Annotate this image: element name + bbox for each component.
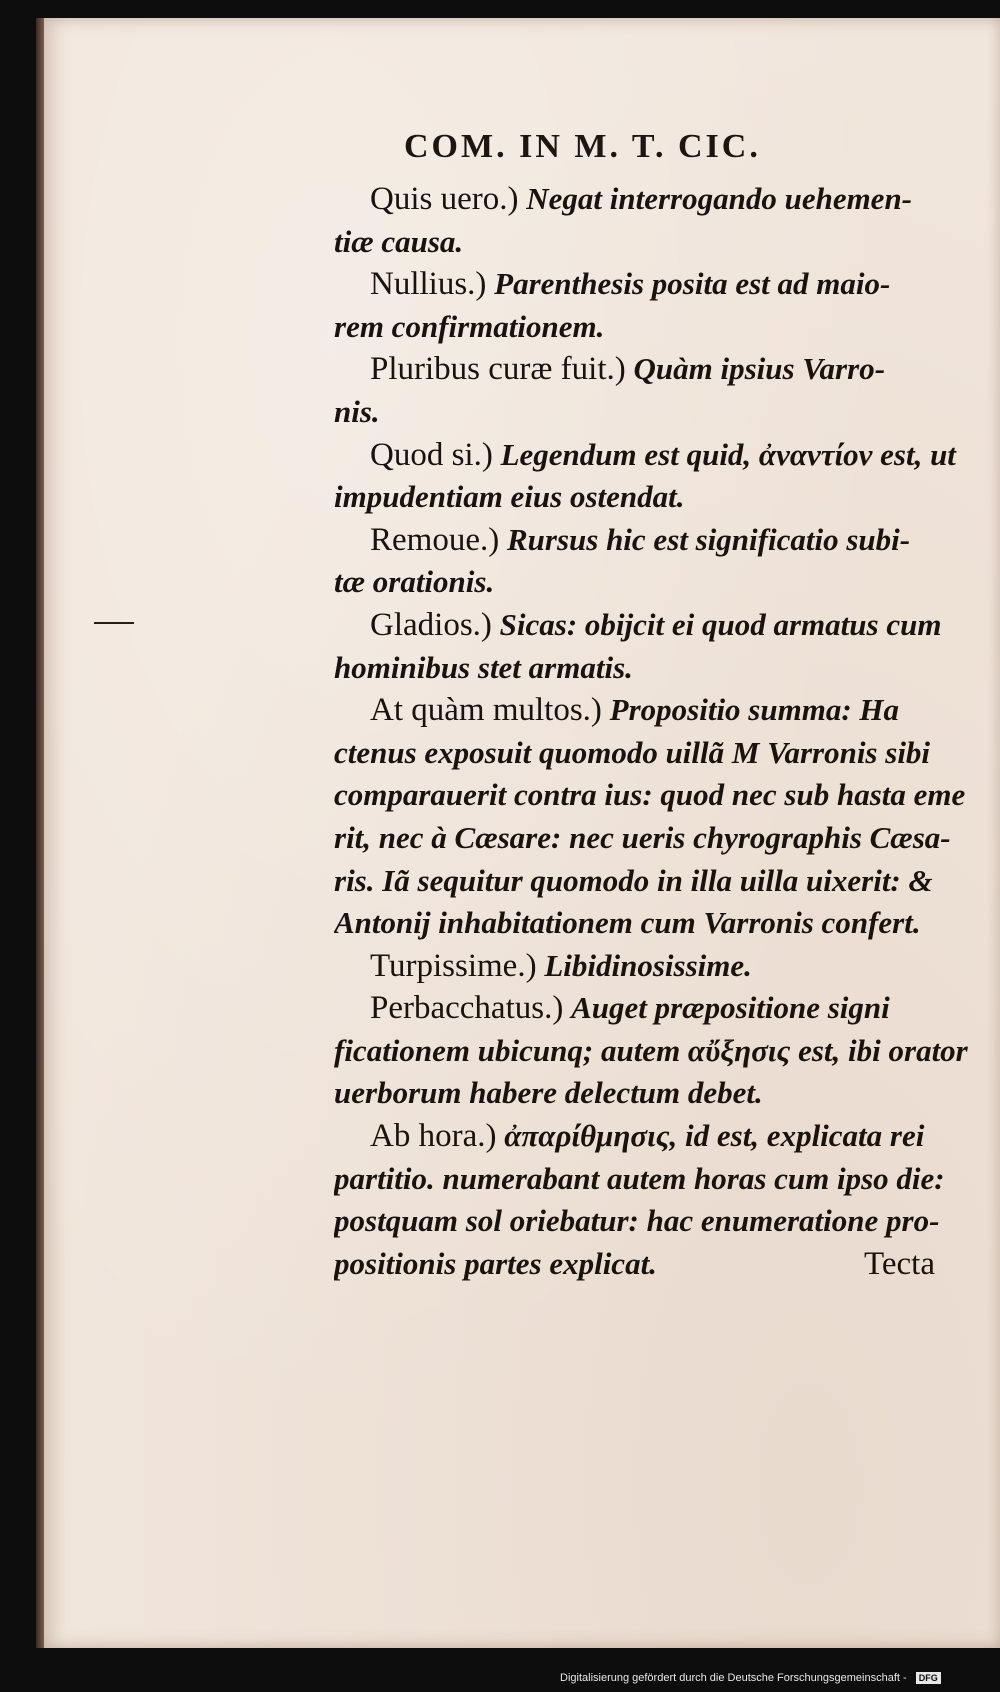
text-line (334, 178, 1000, 221)
book-page (44, 18, 1000, 1648)
text-line (334, 1030, 1000, 1073)
gloss: Negat interrogando uehemen- (526, 181, 913, 216)
gloss: Quàm ipsius Varro- (633, 351, 886, 387)
lemma: At quàm multos.) (370, 692, 602, 729)
text-line (334, 519, 1000, 562)
text-line (334, 561, 1000, 604)
text-line (334, 604, 1000, 647)
gloss: Legendum est quid, ἀναντίον est, ut (500, 436, 956, 472)
text-line (334, 434, 1000, 477)
gloss: Sicas: obijcit ei quod armatus cum (499, 606, 942, 642)
gloss: tiæ causa. (334, 223, 464, 259)
text-line (334, 306, 1000, 349)
lemma: Quis uero.) (370, 181, 519, 217)
gloss: rit, nec à Cæsare: nec ueris chyrographis Cæsa- (334, 819, 951, 855)
gloss: Parenthesis posita est ad maio- (494, 266, 891, 302)
gloss: tæ orationis. (334, 564, 495, 600)
text-line (334, 732, 1000, 775)
digitization-footer (560, 1668, 941, 1688)
lemma: Nullius.) (370, 266, 487, 303)
text-line (334, 774, 1000, 817)
gloss: ctenus exposuit quomodo uillã M Varronis sibi (334, 734, 931, 770)
gloss: Antonij inhabitationem cum Varronis confert. (334, 905, 921, 941)
lemma: Ab hora.) (370, 1118, 497, 1155)
gloss: positionis partes explicat. (334, 1245, 657, 1281)
margin-mark (94, 622, 134, 624)
gloss: impudentiam eius ostendat. (334, 479, 685, 515)
text-line (334, 221, 1000, 264)
gloss: ἀπαρίθμησις, id est, explicata rei (504, 1118, 925, 1154)
commentary-text (334, 178, 1000, 1285)
lemma: Remoue.) (370, 521, 500, 558)
lemma: Perbacchatus.) (370, 990, 564, 1027)
gloss: Libidinosissime. (544, 947, 752, 983)
gloss: ris. Iã sequitur quomodo in illa uilla uixerit: & (334, 862, 933, 898)
gloss: uerborum habere delectum debet. (334, 1075, 763, 1111)
gloss: nis. (334, 393, 380, 429)
gloss: rem confirmationem. (334, 308, 605, 344)
text-line (334, 689, 1000, 732)
text-line (334, 1200, 1000, 1243)
gloss: comparauerit contra ius: quod nec sub hasta eme (334, 777, 966, 813)
gloss: Rursus hic est significatio subi- (506, 521, 911, 557)
gloss: postquam sol oriebatur: hac enumeratione pro- (334, 1203, 940, 1239)
text-line (334, 476, 1000, 519)
text-line (334, 902, 1000, 945)
dfg-logo-icon: DFG (916, 1672, 941, 1684)
lemma: Pluribus curæ fuit.) (370, 351, 626, 388)
text-line (334, 391, 1000, 434)
text-line (334, 348, 1000, 391)
text-line (334, 263, 1000, 306)
lemma: Turpissime.) (370, 947, 537, 984)
text-line (334, 1158, 1000, 1201)
text-line (334, 860, 1000, 903)
gloss: ficationem ubicunq; autem αὔξησις est, ibi orator (334, 1032, 968, 1068)
text-line (334, 945, 1000, 988)
footer-text: Digitalisierung gefördert durch die Deutsche Forschungsgemeinschaft - (560, 1672, 907, 1684)
gloss: Propositio summa: Ha (609, 692, 900, 728)
text-line (334, 647, 1000, 690)
catchword: Tecta (864, 1246, 935, 1282)
text-line (334, 1072, 1000, 1115)
lemma: Gladios.) (370, 606, 492, 643)
gloss: hominibus stet armatis. (334, 649, 633, 685)
text-line (334, 1115, 1000, 1158)
gloss: Auget præpositione signi (571, 990, 890, 1026)
running-header: COM. IN M. T. CIC. (404, 128, 761, 165)
lemma: Quod si.) (370, 436, 493, 473)
text-line (334, 817, 1000, 860)
text-line (334, 987, 1000, 1030)
gloss: partitio. numerabant autem horas cum ipso die: (334, 1160, 945, 1196)
